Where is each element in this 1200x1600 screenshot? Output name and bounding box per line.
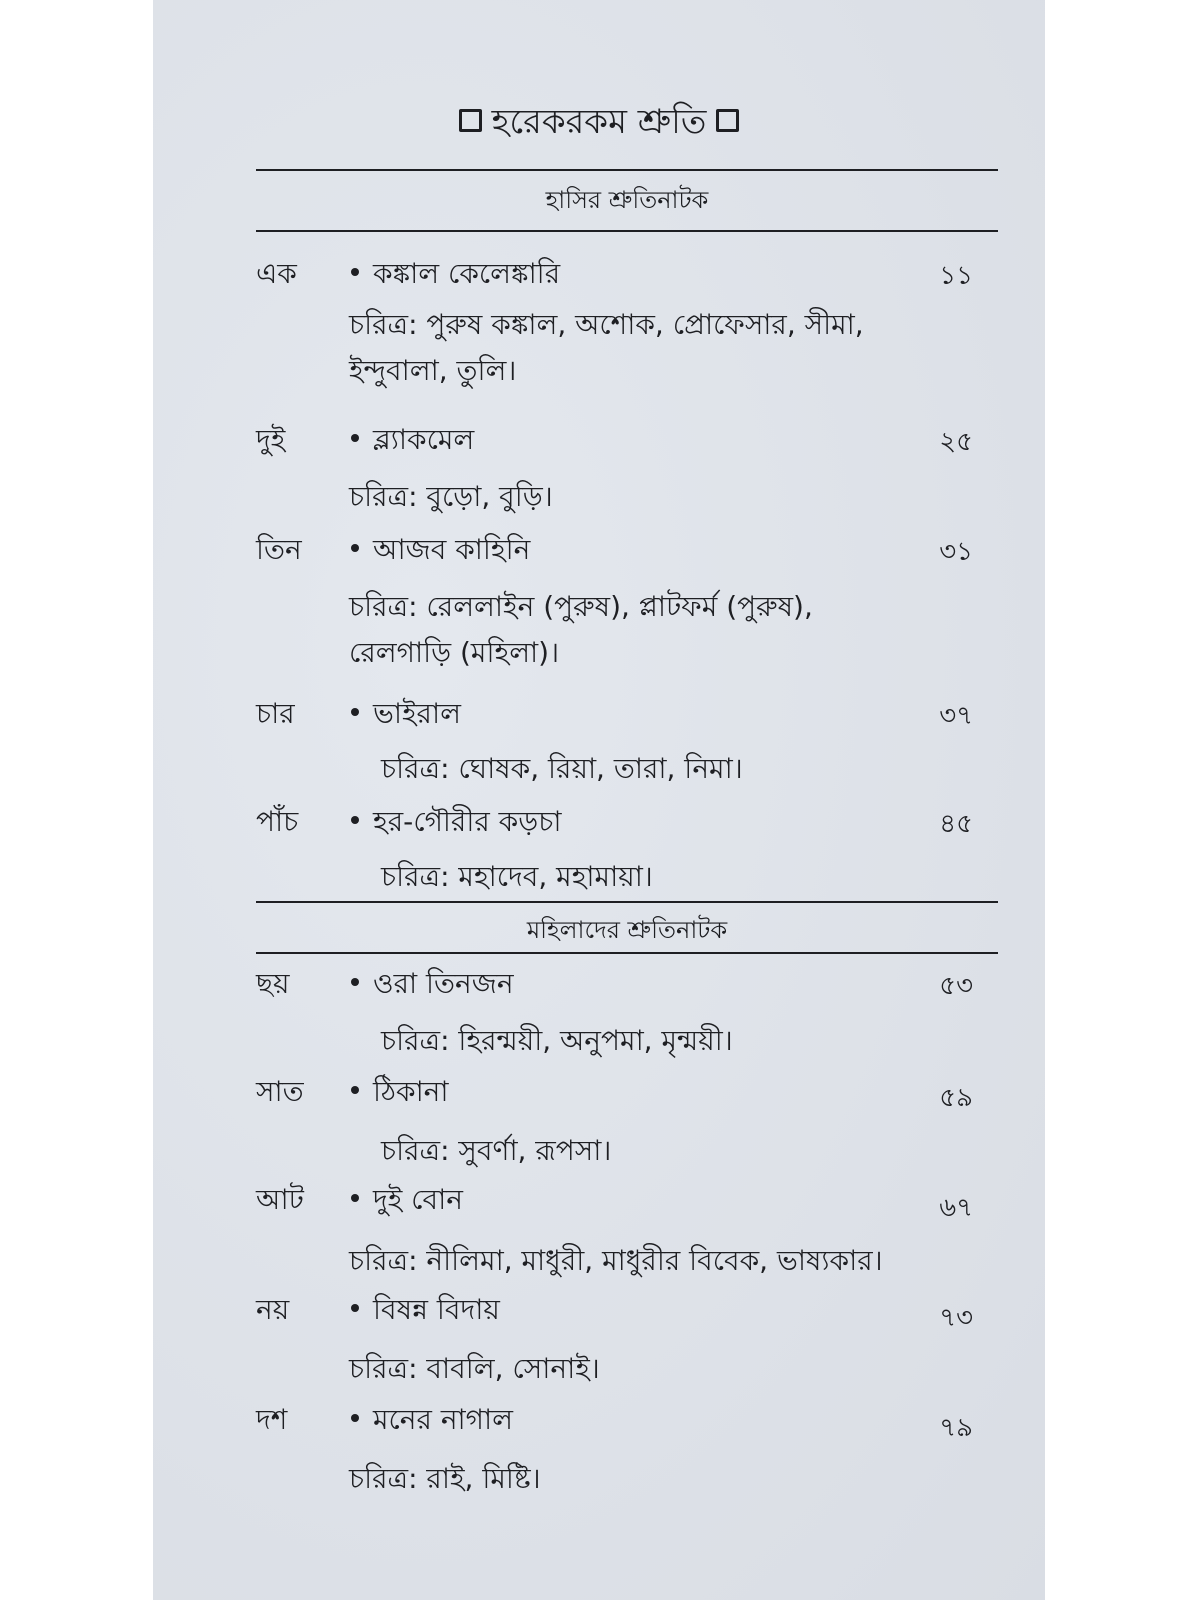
entry-page-number: ৩৭ — [939, 701, 973, 731]
bullet-icon — [351, 434, 359, 442]
entry-characters: চরিত্র: বাবলি, সোনাই। — [349, 1352, 600, 1385]
entry-number: তিন — [256, 533, 302, 566]
book-page — [153, 0, 1045, 1600]
bullet-icon — [351, 1086, 359, 1094]
entry-characters: চরিত্র: পুরুষ কঙ্কাল, অশোক, প্রোফেসার, সীমা, ইন্দুবালা, তুলি। — [349, 308, 864, 387]
entry-title — [351, 1400, 513, 1440]
entry-number: নয় — [256, 1293, 290, 1326]
entry-title — [351, 802, 561, 842]
entry-characters: চরিত্র: বুড়ো, বুড়ি। — [349, 480, 553, 513]
entry-page-number: ৭৯ — [939, 1413, 973, 1443]
entry-page-number: ৫৩ — [939, 971, 973, 1001]
bullet-icon — [351, 816, 359, 824]
bullet-icon — [351, 1414, 359, 1422]
entry-characters: চরিত্র: নীলিমা, মাধুরী, মাধুরীর বিবেক, ভাষ্যকার। — [349, 1244, 883, 1277]
entry-number: চার — [256, 697, 295, 730]
entry-title — [351, 254, 560, 294]
entry-title-text: ঠিকানা — [373, 1075, 449, 1108]
entry-number: দশ — [256, 1403, 288, 1436]
book-title: হরেকরকম শ্রুতি — [491, 102, 707, 142]
bullet-icon — [351, 708, 359, 716]
entry-number: আট — [256, 1183, 304, 1216]
entry-title-text: কঙ্কাল কেলেঙ্কারি — [373, 257, 561, 290]
entry-characters: চরিত্র: সুবর্ণা, রূপসা। — [381, 1134, 612, 1167]
entry-title-text: ভাইরাল — [373, 697, 461, 730]
bullet-icon — [351, 1194, 359, 1202]
entry-page-number: ৩১ — [939, 537, 973, 567]
bullet-icon — [351, 544, 359, 552]
entry-page-number: ৬৭ — [939, 1193, 973, 1223]
entry-title — [351, 1290, 500, 1330]
entry-page-number: ৫৯ — [939, 1083, 973, 1113]
entry-title — [351, 1072, 449, 1112]
entry-characters: চরিত্র: রাই, মিষ্টি। — [349, 1462, 541, 1495]
entry-title-text: মনের নাগাল — [373, 1403, 513, 1436]
entry-title-text: আজব কাহিনি — [373, 533, 531, 566]
section-heading: মহিলাদের শ্রুতিনাটক — [526, 916, 728, 944]
entry-characters: চরিত্র: হিরন্ময়ী, অনুপমা, মৃন্ময়ী। — [381, 1024, 733, 1057]
entry-title-text: ব্ল্যাকমেল — [373, 423, 475, 456]
entry-title-text: হর-গৌরীর কড়চা — [373, 805, 562, 838]
entry-characters: চরিত্র: ঘোষক, রিয়া, তারা, নিমা। — [381, 752, 743, 785]
entry-page-number: ২৫ — [939, 427, 973, 457]
entry-number: দুই — [256, 423, 286, 456]
entry-title — [351, 1180, 463, 1220]
square-ornament-icon — [716, 109, 739, 132]
entry-title-text: ওরা তিনজন — [373, 967, 514, 1000]
divider — [256, 952, 998, 954]
entry-number: সাত — [256, 1075, 304, 1108]
divider — [256, 901, 998, 903]
entry-number: ছয় — [256, 967, 290, 1000]
square-ornament-icon — [459, 109, 482, 132]
entry-title — [351, 530, 530, 570]
page-title — [153, 96, 1045, 148]
entry-characters: চরিত্র: মহাদেব, মহামায়া। — [381, 860, 653, 893]
entry-title-text: দুই বোন — [373, 1183, 463, 1216]
entry-title — [351, 420, 474, 460]
entry-title-text: বিষন্ন বিদায় — [373, 1293, 500, 1326]
entry-characters: চরিত্র: রেললাইন (পুরুষ), প্লাটফর্ম (পুরুষ), রেলগাড়ি (মহিলা)। — [349, 590, 813, 669]
entry-number: পাঁচ — [256, 805, 299, 838]
section-heading: হাসির শ্রুতিনাটক — [545, 186, 709, 214]
entry-title — [351, 694, 461, 734]
divider — [256, 169, 998, 171]
divider — [256, 230, 998, 232]
bullet-icon — [351, 978, 359, 986]
bullet-icon — [351, 268, 359, 276]
entry-page-number: ১১ — [939, 261, 973, 291]
entry-number: এক — [256, 257, 297, 290]
entry-page-number: ৪৫ — [939, 809, 973, 839]
bullet-icon — [351, 1304, 359, 1312]
entry-title — [351, 964, 514, 1004]
entry-page-number: ৭৩ — [939, 1303, 973, 1333]
